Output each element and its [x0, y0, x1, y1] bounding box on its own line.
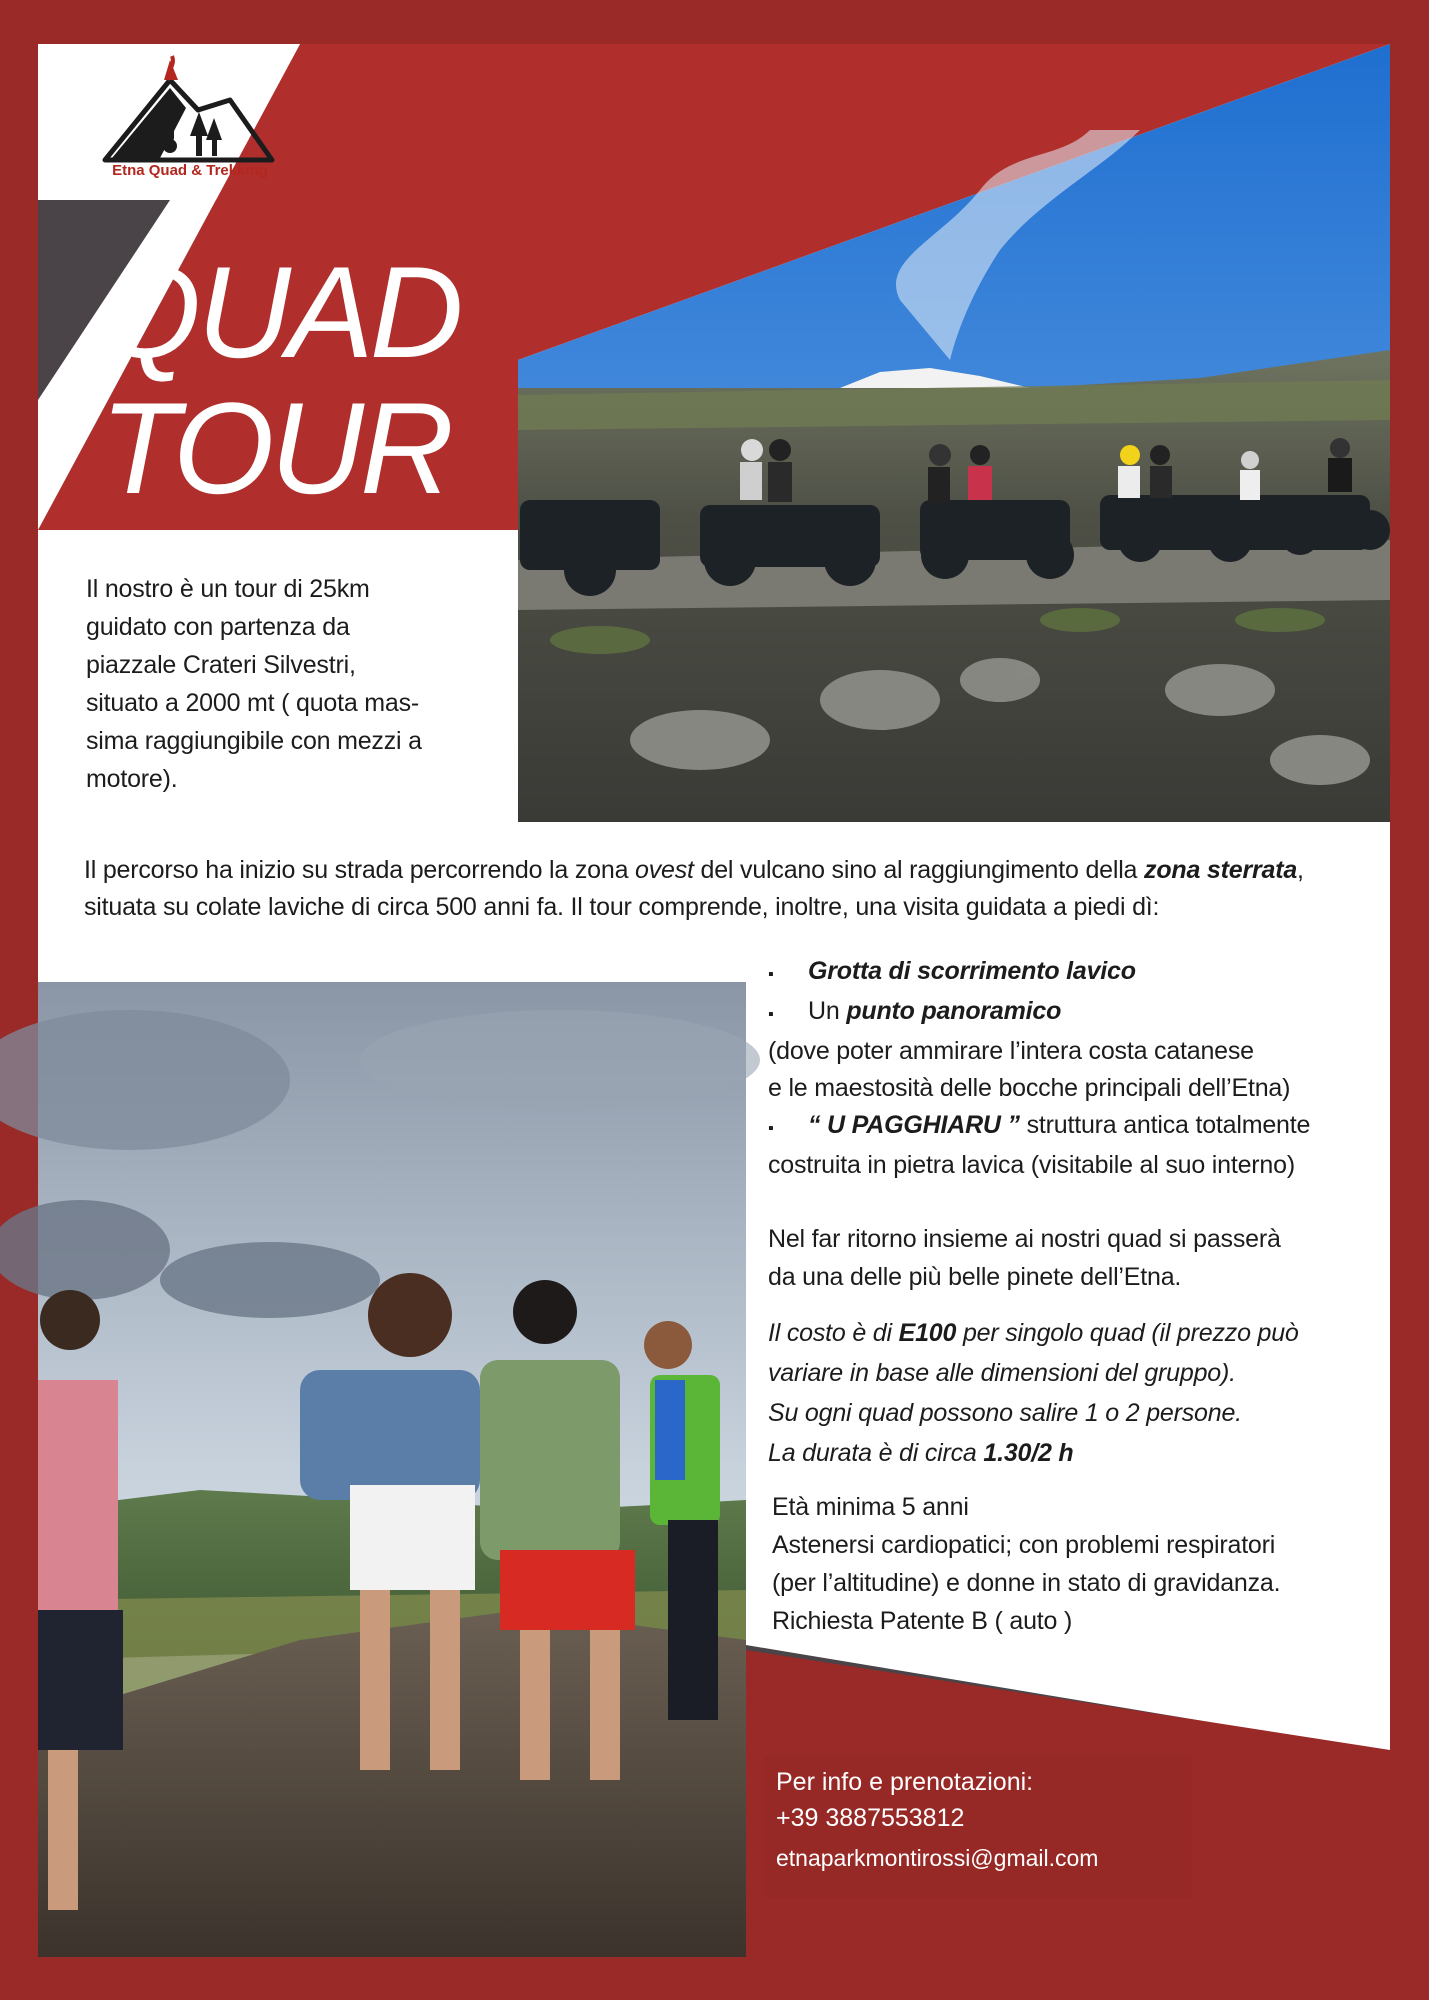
intro-line: Il nostro è un tour di 25km — [86, 575, 370, 603]
intro-line: situato a 2000 mt ( quota mas- — [86, 689, 420, 717]
visit-item — [768, 1107, 1388, 1147]
cost-suffix: per singolo quad (il prezzo può — [956, 1319, 1299, 1347]
cost-line: variare in base alle dimensioni del gruppo). — [768, 1359, 1236, 1387]
route-paragraph — [84, 852, 1344, 926]
visit-list — [768, 953, 1388, 1184]
bullet-icon: ▪ — [768, 1006, 774, 1023]
rules-paragraph — [772, 1488, 1392, 1640]
route-text: del vulcano sino al raggiungimento della — [693, 856, 1145, 884]
visit-item — [768, 993, 1388, 1033]
route-dirt-zone: zona sterrata — [1144, 856, 1298, 884]
cost-prefix: Il costo è di — [768, 1319, 899, 1347]
rule-line: (per l’altitudine) e donne in stato di gravidanza. — [772, 1569, 1281, 1597]
cost-duration-prefix: La durata è di circa — [768, 1439, 984, 1467]
intro-line: motore). — [86, 765, 178, 793]
logo-brand-text: Etna Quad & Trekking — [112, 162, 268, 179]
visit-note: (dove poter ammirare l’intera costa catanese — [768, 1037, 1254, 1065]
cost-line: Su ogni quad possono salire 1 o 2 persone. — [768, 1399, 1242, 1427]
visit-item-pagghiaru: “ U PAGGHIARU ” — [808, 1111, 1020, 1139]
return-paragraph — [768, 1220, 1368, 1296]
visit-item-prefix: Un — [808, 997, 847, 1025]
intro-line: piazzale Crateri Silvestri, — [86, 651, 356, 679]
bullet-icon: ▪ — [768, 966, 774, 983]
rule-line: Età minima 5 anni — [772, 1493, 969, 1521]
return-line: Nel far ritorno insieme ai nostri quad si passerà — [768, 1225, 1281, 1253]
hikers-photo — [0, 982, 760, 1957]
cost-paragraph — [768, 1313, 1388, 1473]
visit-note: e le maestosità delle bocche principali dell’Etna) — [768, 1074, 1291, 1102]
cost-price: E100 — [898, 1319, 957, 1347]
visit-item-panorama: punto panoramico — [846, 997, 1062, 1025]
contact-phone[interactable]: +39 3887553812 — [776, 1804, 965, 1832]
contact-info — [776, 1764, 1276, 1876]
intro-line: guidato con partenza da — [86, 613, 350, 641]
rule-line: Astenersi cardiopatici; con problemi respiratori — [772, 1531, 1276, 1559]
visit-item-cave: Grotta di scorrimento lavico — [808, 957, 1136, 985]
contact-email[interactable]: etnaparkmontirossi@gmail.com — [776, 1845, 1099, 1871]
contact-heading: Per info e prenotazioni: — [776, 1768, 1034, 1796]
visit-item-desc: struttura antica totalmente — [1019, 1111, 1311, 1139]
route-text: , situata su colate laviche di circa 500 anni fa. Il tour comprende, inoltre, una visita guidata a piedi dì: — [84, 856, 1304, 921]
title-line-tour: TOUR — [100, 375, 450, 521]
return-line: da una delle più belle pinete dell’Etna. — [768, 1263, 1182, 1291]
intro-line: sima raggiungibile con mezzi a — [86, 727, 422, 755]
intro-paragraph — [86, 570, 486, 798]
title-line-quad: QUAD — [100, 239, 460, 385]
route-west: ovest — [635, 856, 694, 884]
bullet-icon: ▪ — [768, 1120, 774, 1137]
cost-duration: 1.30/2 h — [983, 1439, 1074, 1467]
rule-line: Richiesta Patente B ( auto ) — [772, 1607, 1073, 1635]
visit-item — [768, 953, 1388, 993]
route-text: Il percorso ha inizio su strada percorrendo la zona — [84, 856, 636, 884]
visit-note: costruita in pietra lavica (visitabile al suo interno) — [768, 1151, 1295, 1179]
